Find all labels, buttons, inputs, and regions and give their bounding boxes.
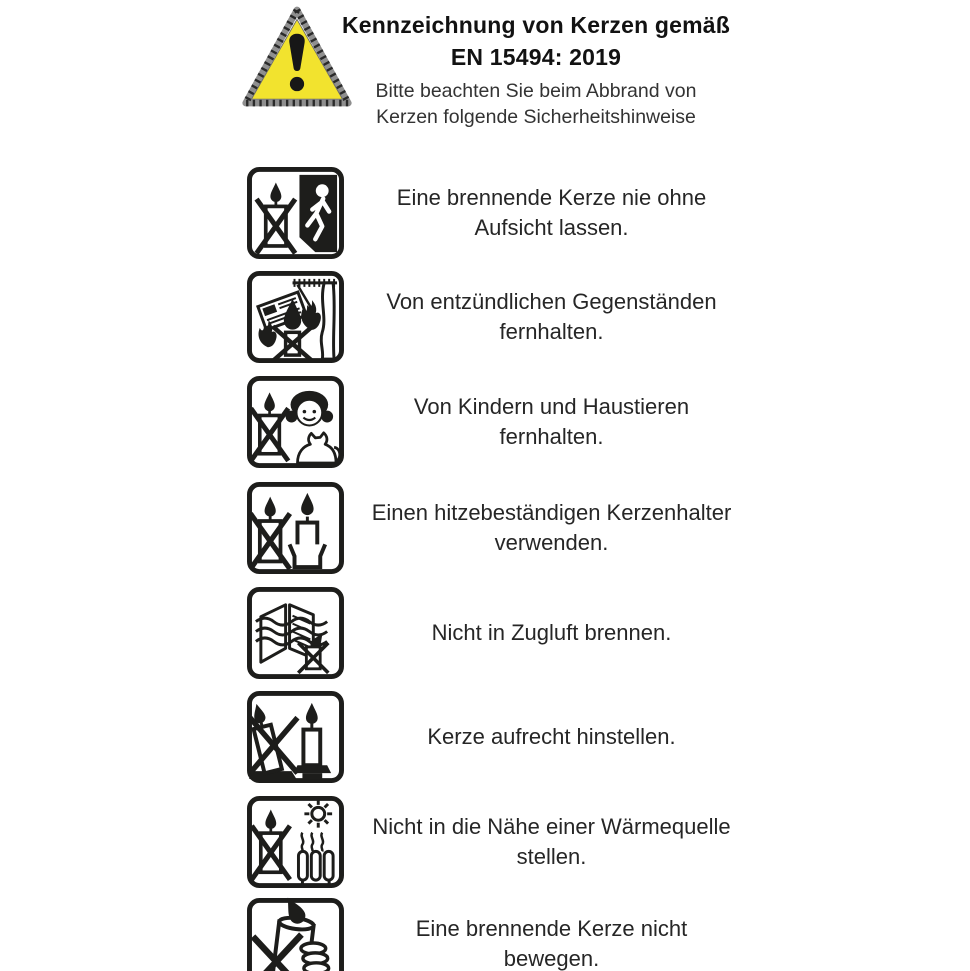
safety-instruction [355,914,748,971]
safety-row-holder [246,481,748,575]
upright-candle-icon [246,690,345,784]
safety-text-line: Kerze aufrecht hinstellen. [427,724,676,749]
safety-row-do-not-move [246,897,748,971]
page-subtitle-line-1: Bitte beachten Sie beim Abbrand von [375,80,697,102]
safety-instruction [355,722,748,752]
draft-icon [246,586,345,680]
children-and-pets-icon [246,375,345,469]
safety-row-draft [246,586,748,680]
safety-text-line: Nicht in Zugluft brennen. [431,620,672,645]
safety-text-line: Eine brennende Kerze nie ohne [396,185,707,210]
page-title-line-1: Kennzeichnung von Kerzen gemäß [341,12,731,38]
safety-text-line: Einen hitzebeständigen Kerzenhalter [371,500,732,525]
page-subtitle-line-2: Kerzen folgende Sicherheitshinweise [376,106,696,128]
safety-text-line: Eine brennende Kerze nicht [415,916,688,941]
safety-text-line: bewegen. [503,946,600,971]
safety-instruction [355,287,748,347]
do-not-move-candle-icon [246,897,345,971]
flammable-objects-icon [246,270,345,364]
safety-text-line: Von Kindern und Haustieren [413,394,690,419]
safety-text-line: stellen. [516,844,587,869]
header [318,9,754,130]
safety-row-flammables [246,270,748,364]
safety-instruction [355,392,748,452]
burning-candle-unattended-icon [246,166,345,260]
heat-source-icon [246,795,345,889]
safety-text-line: fernhalten. [499,424,604,449]
safety-row-unattended [246,166,748,260]
safety-text-line: verwenden. [494,530,609,555]
safety-text-line: fernhalten. [499,319,604,344]
safety-text-line: Aufsicht lassen. [474,215,629,240]
safety-instruction [355,812,748,872]
safety-row-heat-source [246,795,748,889]
safety-text-line: Nicht in die Nähe einer Wärmequelle [372,814,731,839]
safety-row-upright [246,690,748,784]
safety-row-children-pets [246,375,748,469]
page-title-line-2: EN 15494: 2019 [450,44,622,70]
heat-resistant-holder-icon [246,481,345,575]
safety-instruction [355,498,748,558]
safety-instruction [355,618,748,648]
page-subtitle [318,78,754,130]
safety-text-line: Von entzündlichen Gegenständen [386,289,717,314]
safety-instruction [355,183,748,243]
